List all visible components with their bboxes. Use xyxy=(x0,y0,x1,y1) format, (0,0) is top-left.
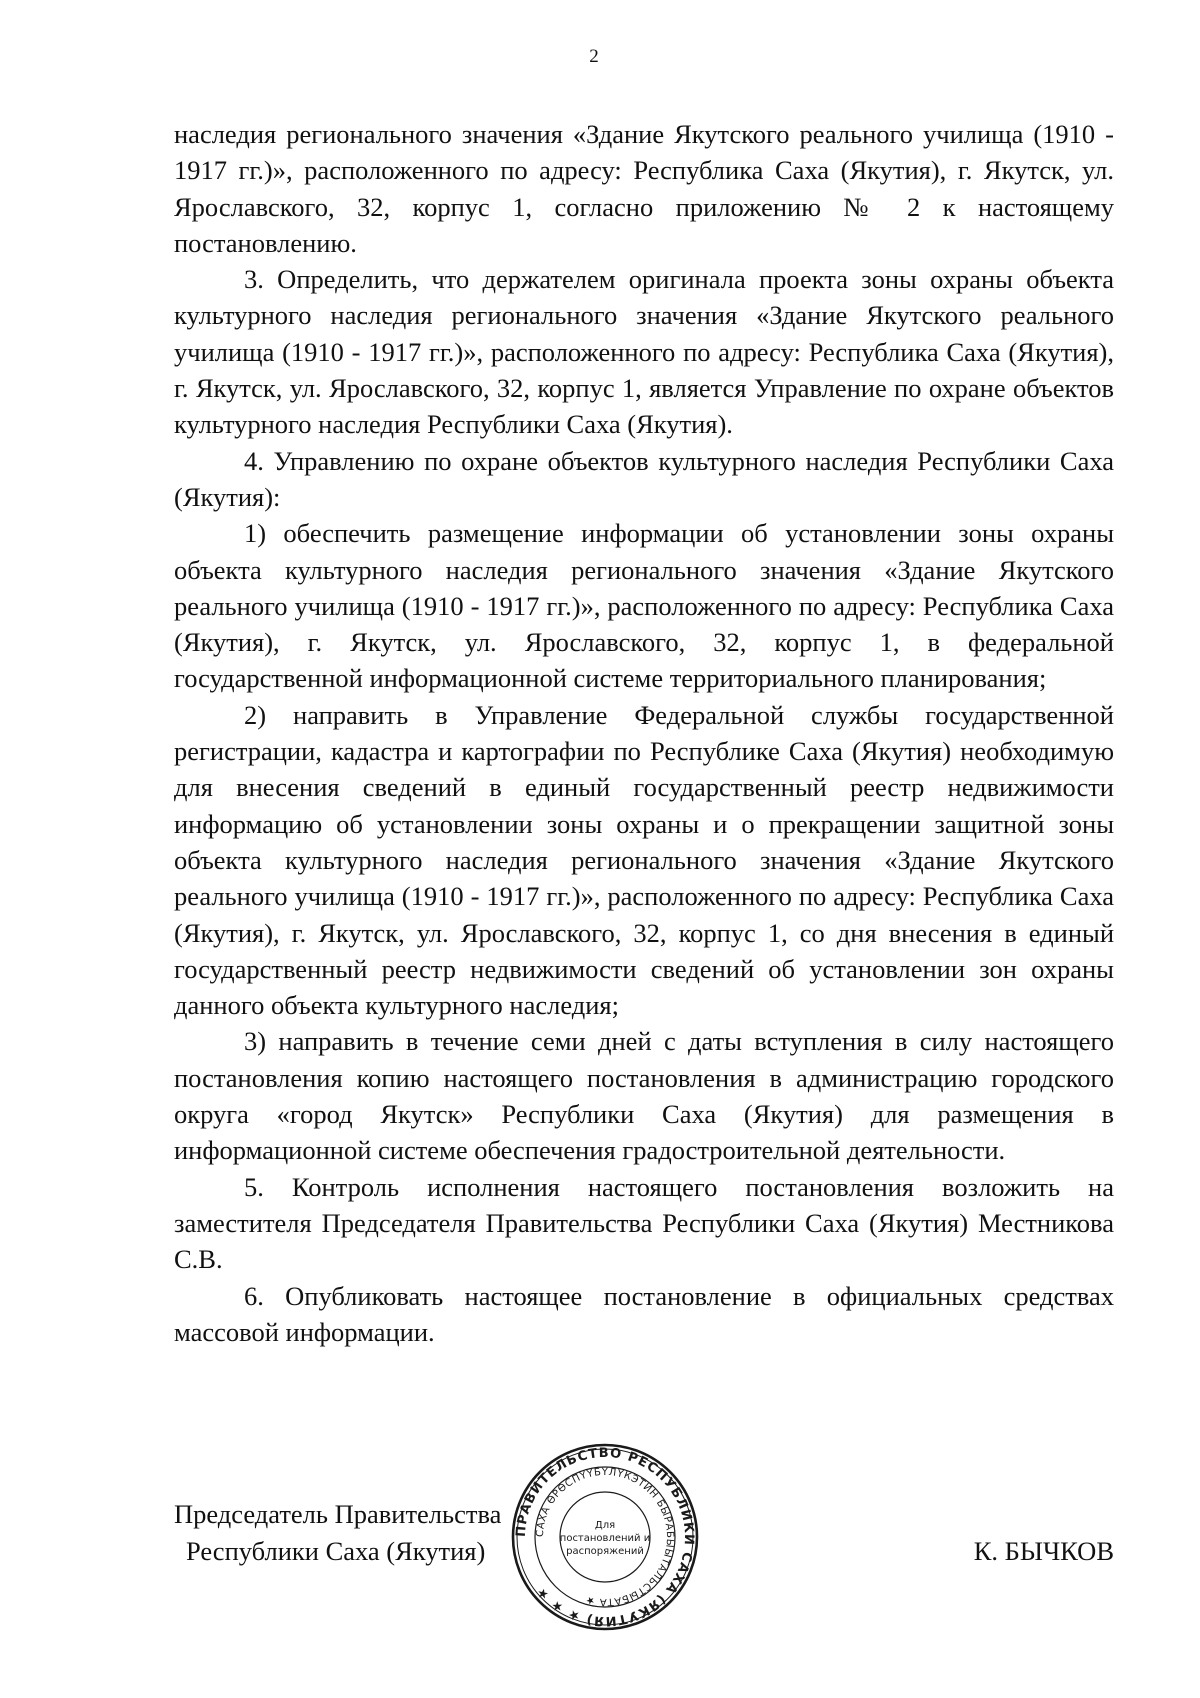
signatory-title-line2: Республики Саха (Якутия) xyxy=(186,1536,486,1566)
seal-center-line2: постановлений и xyxy=(559,1533,651,1544)
paragraph-subitem-3: 3) направить в течение семи дней с даты вступления в силу настоящего постановления копию настоящего постановления в администрацию городского округа «город Якутск» Республики Саха (Якутия) для размещения в информационной системе обеспечения градостроительной деятельности. xyxy=(174,1026,1114,1166)
paragraph-item-3: 3. Определить, что держателем оригинала проекта зоны охраны объекта культурного наследия регионального значения «Здание Якутского реального училища (1910 - 1917 гг.)», расположенного по адресу: Республика Саха (Якутия), г. Якутск, ул. Ярославского, 32, корпус 1, является Управление по охране объектов культурного наследия Республики Саха (Якутия). xyxy=(174,264,1114,440)
signatory-title xyxy=(174,1496,501,1570)
paragraph-item-5: 5. Контроль исполнения настоящего постановления возложить на заместителя Председателя Правительства Республики Саха (Якутия) Местникова С.В. xyxy=(174,1171,1114,1275)
page-number: 2 xyxy=(589,46,599,67)
paragraph-continuation: наследия регионального значения «Здание Якутского реального училища (1910 - 1917 гг.)», расположенного по адресу: Республика Саха (Якутия), г. Якутск, ул. Ярославского, 32, корпус 1, согласно приложению № 2 к настоящему постановлению. xyxy=(174,119,1114,258)
paragraph-item-4: 4. Управлению по охране объектов культурного наследия Республики Саха (Якутия): xyxy=(174,445,1114,512)
seal-inner-text: САХА ӨРӨСПҮҮБҮЛҮКЭТИН БЫРАБЫЫТАЛЬСТЫБАТА ★ xyxy=(534,1466,676,1608)
paragraph-subitem-1: 1) обеспечить размещение информации об установлении зоны охраны объекта культурного наследия регионального значения «Здание Якутского реального училища (1910 - 1917 гг.)», расположенного по адресу: Республика Саха (Якутия), г. Якутск, ул. Ярославского, 32, корпус 1, в федеральной государственной информационной системе территориального планирования; xyxy=(174,518,1114,694)
signatory-name: К. БЫЧКОВ xyxy=(973,1536,1114,1566)
paragraph-item-6: 6. Опубликовать настоящее постановление в официальных средствах массовой информации. xyxy=(174,1280,1114,1347)
seal-center-line3: распоряжений xyxy=(566,1546,644,1557)
seal-center-line1: Для xyxy=(594,1520,616,1531)
paragraph-subitem-2: 2) направить в Управление Федеральной службы государственной регистрации, кадастра и картографии по Республике Саха (Якутия) необходимую для внесения сведений в единый государственный реестр недвижимости информацию об установлении зоны охраны и о прекращении защитной зоны объекта культурного наследия регионального значения «Здание Якутского реального училища (1910 - 1917 гг.)», расположенного по адресу: Республика Саха (Якутия), г. Якутск, ул. Ярославского, 32, корпус 1, со дня внесения в единый государственный реестр недвижимости сведений об установлении зон охраны данного объекта культурного наследия; xyxy=(174,699,1114,1021)
seal-outer-text: ПРАВИТЕЛЬСТВО РЕСПУБЛИКИ САХА (ЯКУТИЯ) ★ ★ ★ xyxy=(513,1445,697,1629)
document-body xyxy=(174,116,1114,1350)
signatory-title-line1: Председатель Правительства xyxy=(174,1499,502,1529)
official-seal xyxy=(510,1442,700,1632)
